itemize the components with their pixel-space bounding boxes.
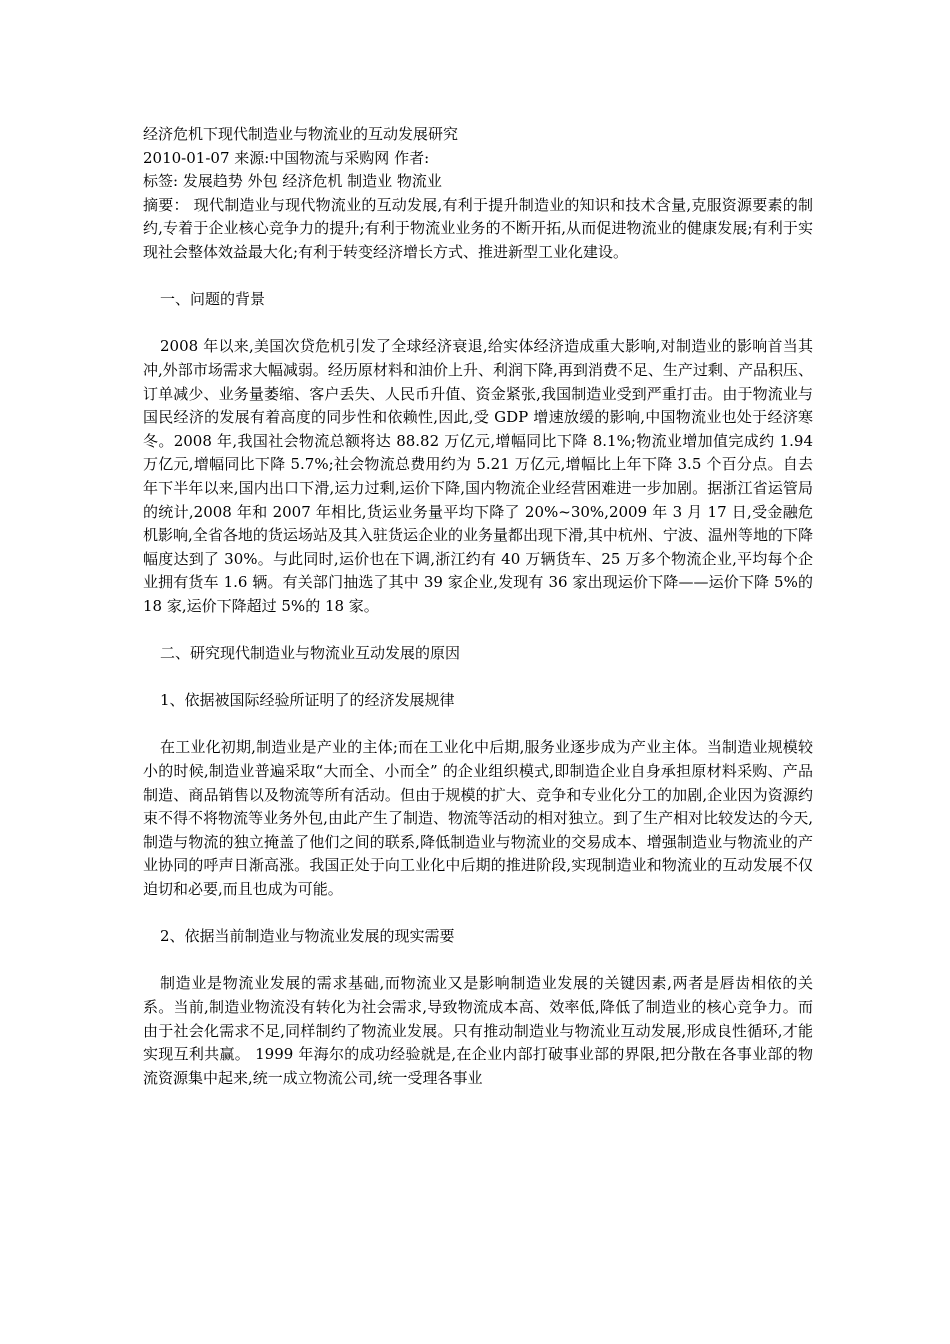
subsection2-heading: 2、依据当前制造业与物流业发展的现实需要 — [160, 927, 455, 946]
document-tags: 标签: 发展趋势 外包 经济危机 制造业 物流业 — [143, 172, 442, 191]
subsection1-paragraph: 在工业化初期,制造业是产业的主体;而在工业化中后期,服务业逐步成为产业主体。当制造业规模较小的时候,制造业普遍采取“大而全、小而全” 的企业组织模式,即制造企业自身承担原材料采购、产品制造、商品销售以及物流等所有活动。但由于规模的扩大、竞争和专业化分工的加剧,企业因为资源约束不得不将物流等业务外包,由此产生了制造、物流等活动的相对独立。到了生产相对比较发达的今天,制造与物流的独立掩盖了他们之间的联系,降低制造业与物流业的交易成本、增强制造业与物流业的产业协同的呼声日渐高涨。我国正处于向工业化中后期的推进阶段,实现制造业和物流业的互动发展不仅迫切和必要,而且也成为可能。 — [143, 738, 813, 898]
section1-paragraph: 2008 年以来,美国次贷危机引发了全球经济衰退,给实体经济造成重大影响,对制造业的影响首当其冲,外部市场需求大幅减弱。经历原材料和油价上升、利润下降,再到消费不足、生产过剩、产品积压、订单减少、业务量萎缩、客户丢失、人民币升值、资金紧张,我国制造业受到严重打击。由于物流业与国民经济的发展有着高度的同步性和依赖性,因此,受 GDP 增速放缓的影响,中国物流业也处于经济寒冬。2008 年,我国社会物流总额将达 88.82 万亿元,增幅同比下降 8.1%;物流业增加值完成约 1.94 万亿元,增幅同比下降 5.7%;社会物流总费用约为 5.21 万亿元,增幅比上年下降 3.5 个百分点。自去年下半年以来,国内出口下滑,运力过剩,运价下降,国内物流企业经营困难进一步加剧。据浙江省运管局的统计,2008 年和 2007 年相比,货运业务量平均下降了 20%~30%,2009 年 3 月 17 日,受金融危机影响,全省各地的货运场站及其入驻货运企业的业务量都出现下滑,其中杭州、宁波、温州等地的下降幅度达到了 30%。与此同时,运价也在下调,浙江约有 40 万辆货车、25 万多个物流企业,平均每个企业拥有货车 1.6 辆。有关部门抽选了其中 39 家企业,发现有 36 家出现运价下降——运价下降 5%的 18 家,运价下降超过 5%的 18 家。 — [143, 337, 813, 615]
abstract-paragraph: 摘要： 现代制造业与现代物流业的互动发展,有利于提升制造业的知识和技术含量,克服资源要素的制约,专着于企业核心竞争力的提升;有利于物流业业务的不断开拓,从而促进物流业的健康发展;有利于实现社会整体效益最大化;有利于转变经济增长方式、推进新型工业化建设。 — [143, 195, 813, 261]
document-page — [143, 123, 813, 1090]
spacer — [143, 666, 813, 690]
section2-heading: 二、研究现代制造业与物流业互动发展的原因 — [160, 644, 461, 663]
section1-heading: 一、问题的背景 — [160, 290, 266, 309]
spacer — [143, 949, 813, 973]
spacer — [143, 312, 813, 336]
spacer — [143, 713, 813, 737]
document-meta: 2010-01-07 来源:中国物流与采购网 作者: — [143, 148, 430, 167]
spacer — [143, 265, 813, 289]
subsection2-paragraph: 制造业是物流业发展的需求基础,而物流业又是影响制造业发展的关键因素,两者是唇齿相依的关系。当前,制造业物流没有转化为社会需求,导致物流成本高、效率低,降低了制造业的核心竞争力。而由于社会化需求不足,同样制约了物流业发展。只有推动制造业与物流业互动发展,形成良性循环,才能实现互利共赢。 1999 年海尔的成功经验就是,在企业内部打破事业部的界限,把分散在各事业部的物流资源集中起来,统一成立物流公司,统一受理各事业 — [143, 974, 813, 1087]
spacer — [143, 902, 813, 926]
subsection1-heading: 1、依据被国际经验所证明了的经济发展规律 — [160, 691, 455, 710]
spacer — [143, 618, 813, 642]
document-title: 经济危机下现代制造业与物流业的互动发展研究 — [143, 125, 459, 143]
